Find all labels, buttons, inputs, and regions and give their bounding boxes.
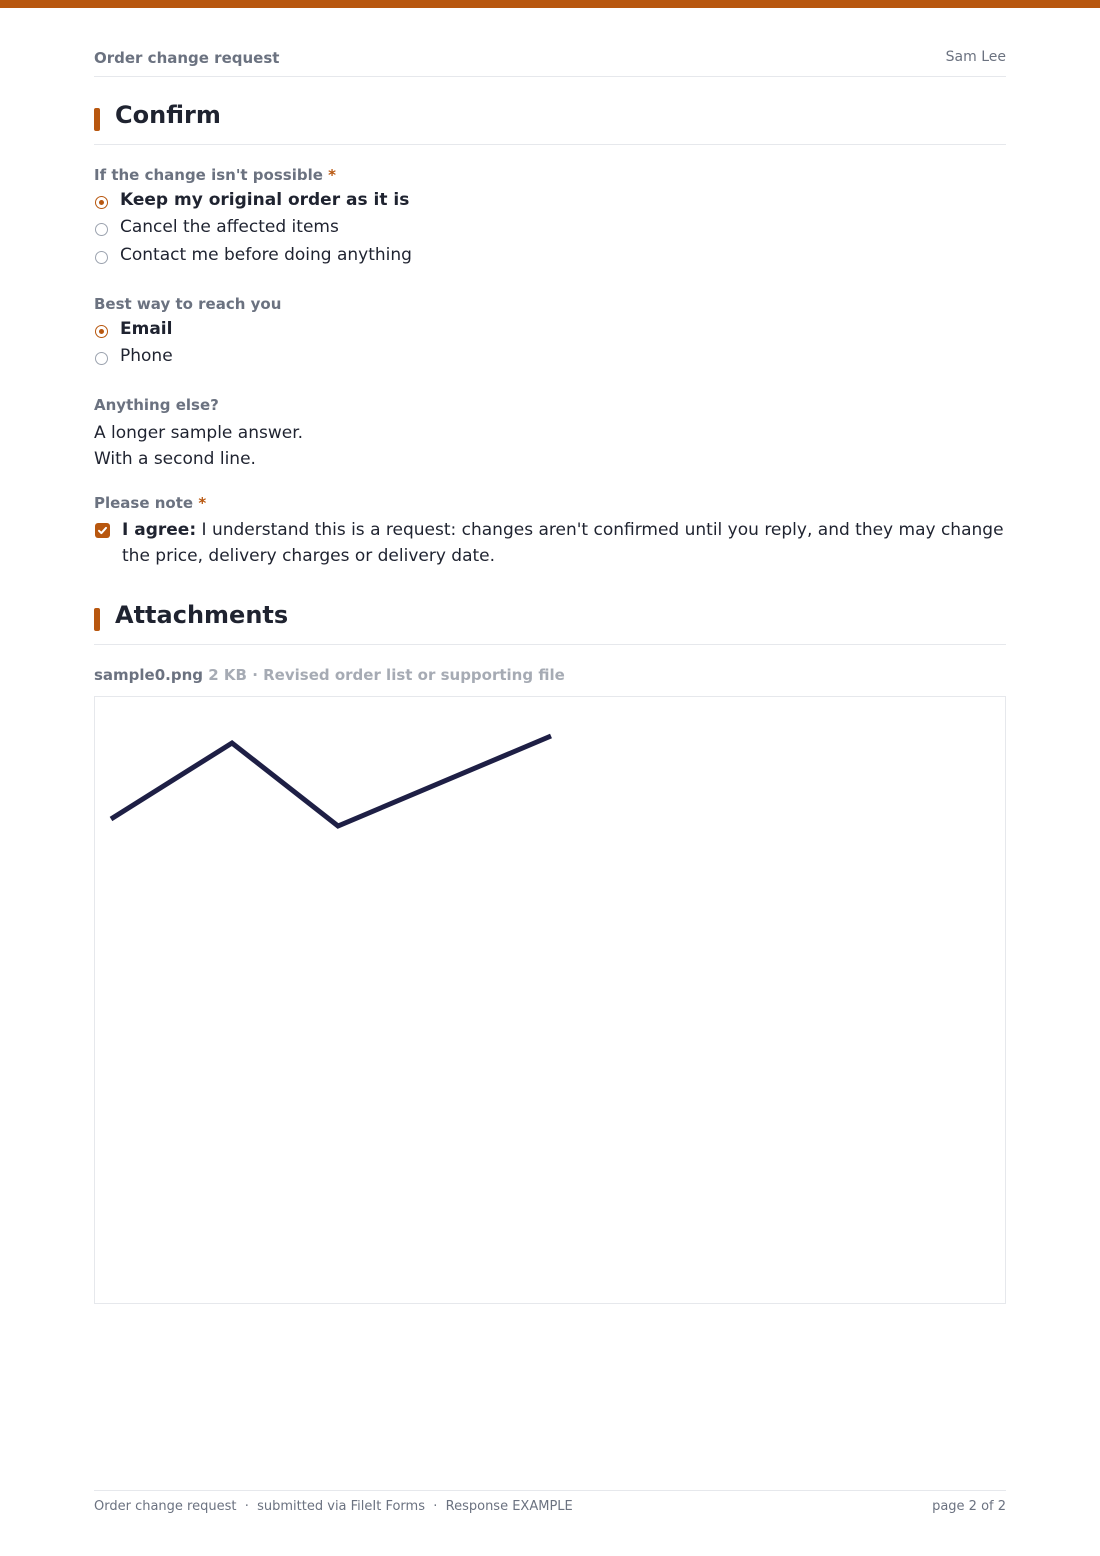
attachment-file-name[interactable]: sample0.png (94, 666, 204, 684)
anything-else-answer: A longer sample answer. With a second line. (94, 423, 304, 469)
please-note-label-text: Please note (94, 494, 194, 512)
attachment-image (95, 697, 1005, 1303)
page-number: page 2 of 2 (932, 1499, 1006, 1514)
radio-checked-icon[interactable] (95, 196, 108, 209)
radio-option-label: Email (120, 319, 173, 339)
radio-option-label: Keep my original order as it is (120, 190, 410, 210)
sketch-line (111, 736, 551, 826)
required-mark: * (328, 166, 336, 184)
document-title: Order change request (94, 49, 280, 67)
agree-text: I understand this is a request: changes aren't confirmed until you reply, and they may change the price, delivery charges or delivery date. (122, 520, 1004, 566)
checkbox-checked-icon[interactable] (95, 523, 110, 538)
section-accent-bar (94, 108, 100, 131)
radio-unchecked-icon[interactable] (95, 223, 108, 236)
section-confirm (94, 101, 1006, 145)
radio-unchecked-icon[interactable] (95, 352, 108, 365)
top-accent-bar (0, 0, 1100, 8)
user-name: Sam Lee (945, 49, 1006, 65)
section-title-confirm: Confirm (115, 101, 221, 129)
attachment-meta: 2 KB · Revised order list or supporting file (208, 666, 565, 684)
footer-info: Order change request · submitted via FileIt Forms · Response EXAMPLE (94, 1499, 573, 1514)
anything-else-label: Anything else? (94, 396, 219, 414)
agree-checkbox-row[interactable] (94, 517, 1006, 569)
page-header (94, 49, 1006, 77)
agree-label: I agree: (122, 520, 197, 540)
required-mark: * (198, 494, 207, 512)
radio-option-label: Contact me before doing anything (120, 245, 412, 265)
radio-checked-icon[interactable] (95, 325, 108, 338)
change-impossible-label (94, 166, 336, 184)
section-attachments (94, 601, 1006, 645)
please-note-label (94, 494, 206, 512)
section-title-attachments: Attachments (115, 601, 289, 629)
change-impossible-label-text: If the change isn't possible (94, 166, 323, 184)
radio-unchecked-icon[interactable] (95, 251, 108, 264)
radio-option-label: Phone (120, 346, 173, 366)
page-footer (94, 1490, 1006, 1521)
section-accent-bar (94, 608, 100, 631)
attachment-caption (94, 666, 565, 684)
agree-statement (122, 517, 1006, 569)
radio-option-label: Cancel the affected items (120, 217, 339, 237)
attachment-preview (94, 696, 1006, 1304)
contact-method-label: Best way to reach you (94, 295, 282, 313)
